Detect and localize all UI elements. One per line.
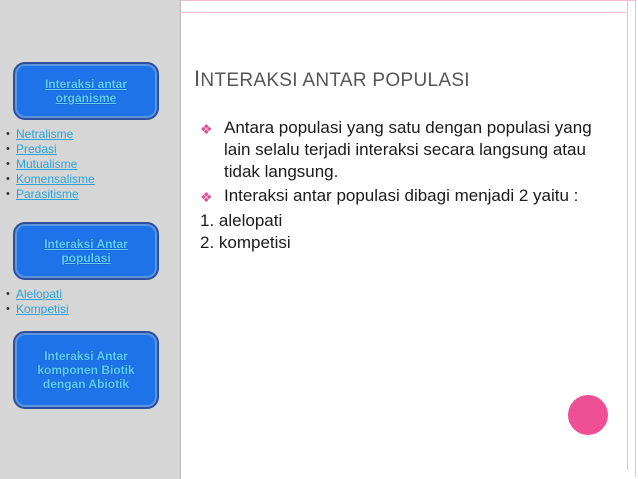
bullet-point xyxy=(200,117,610,183)
link-mutualisme[interactable]: Mutualisme xyxy=(16,157,78,171)
slide-title-initial: I xyxy=(194,66,201,91)
bullet-icon: • xyxy=(6,158,10,170)
pink-bullet-icon: ❖ xyxy=(200,121,213,137)
numbered-item: 1. alelopati xyxy=(200,211,283,230)
organism-interaction-list xyxy=(6,127,95,202)
nav-button-interaksi-biotik-abiotik[interactable] xyxy=(13,331,159,409)
bullet-icon: • xyxy=(6,288,10,300)
slide-title-rest: NTERAKSI ANTAR POPULASI xyxy=(200,70,470,91)
slide-title xyxy=(194,66,470,92)
list-item xyxy=(6,187,95,202)
link-kompetisi[interactable]: Kompetisi xyxy=(16,302,69,316)
slide-content xyxy=(200,117,610,254)
bullet-icon: • xyxy=(6,173,10,185)
bullet-text: Antara populasi yang satu dengan populasi yang lain selalu terjadi interaksi secara langsung atau tidak langsung. xyxy=(224,118,592,181)
bullet-icon: • xyxy=(6,303,10,315)
population-interaction-list xyxy=(6,287,69,317)
pink-bullet-icon: ❖ xyxy=(200,189,213,205)
bullet-text: Interaksi antar populasi dibagi menjadi 2 yaitu : xyxy=(224,186,579,205)
list-item xyxy=(6,287,69,302)
bullet-icon: • xyxy=(6,188,10,200)
nav-button-interaksi-antar-organisme[interactable] xyxy=(13,62,159,120)
frame-divider-top xyxy=(182,12,626,13)
nav-button-label: Interaksi Antar populasi xyxy=(44,237,128,265)
link-parasitisme[interactable]: Parasitisme xyxy=(16,187,79,201)
frame-divider-right xyxy=(627,0,628,470)
list-item xyxy=(6,157,95,172)
list-item xyxy=(6,302,69,317)
nav-button-label: Interaksi Antar komponen Biotik dengan Abiotik xyxy=(37,349,135,391)
sidebar xyxy=(0,0,181,479)
decorative-pink-circle xyxy=(568,395,608,435)
nav-button-interaksi-antar-populasi[interactable] xyxy=(13,222,159,280)
list-item xyxy=(6,127,95,142)
list-item xyxy=(6,142,95,157)
bullet-icon: • xyxy=(6,128,10,140)
bullet-icon: • xyxy=(6,143,10,155)
list-item xyxy=(6,172,95,187)
link-netralisme[interactable]: Netralisme xyxy=(16,127,74,141)
link-komensalisme[interactable]: Komensalisme xyxy=(16,172,95,186)
bullet-point xyxy=(200,185,610,208)
nav-button-label: Interaksi antar organisme xyxy=(44,77,128,105)
link-alelopati[interactable]: Alelopati xyxy=(16,287,63,301)
link-predasi[interactable]: Predasi xyxy=(16,142,57,156)
numbered-item: 2. kompetisi xyxy=(200,233,291,252)
